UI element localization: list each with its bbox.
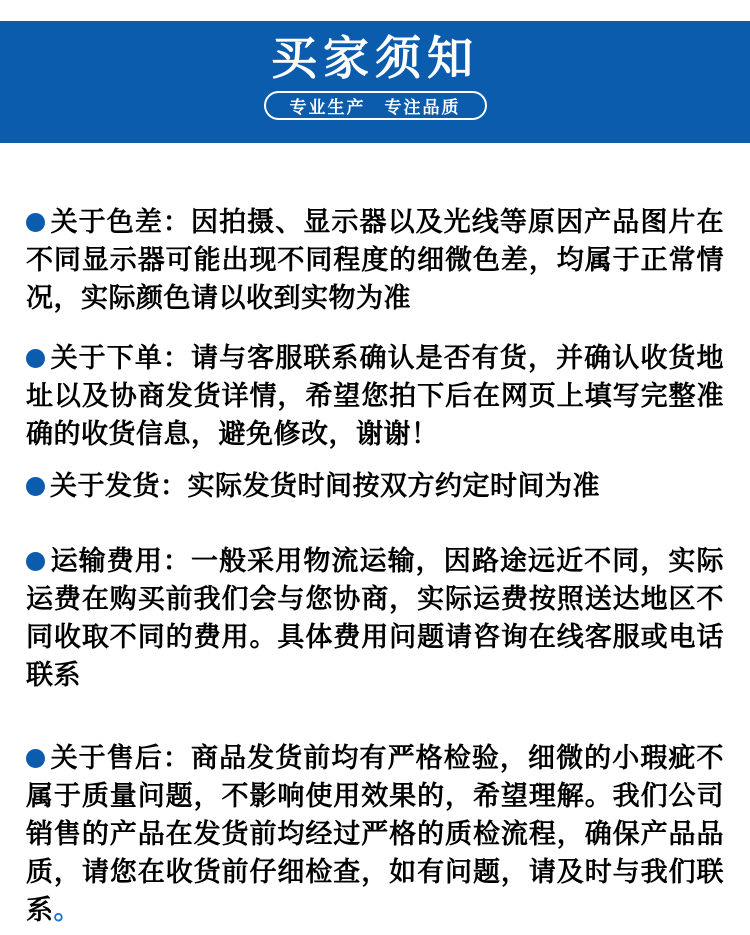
notice-text: 关于售后：商品发货前均有严格检验，细微的小瑕疵不属于质量问题，不影响使用效果的，希望理解。我们公司销售的产品在发货前均经过严格的质检流程，确保产品品质，请您在收货前仔细检查，如有问题，请及时与我们联系	[26, 743, 724, 925]
trailing-period: 。	[53, 895, 81, 925]
notice-text: 关于色差：因拍摄、显示器以及光线等原因产品图片在不同显示器可能出现不同程度的细微色差，均属于正常情况，实际颜色请以收到实物为准	[26, 207, 724, 313]
bullet-icon	[26, 477, 45, 496]
slogan-badge	[264, 91, 487, 120]
notice-color-difference	[26, 203, 724, 317]
notice-text: 关于发货：实际发货时间按双方约定时间为准	[50, 471, 600, 501]
bullet-icon	[26, 213, 45, 232]
notice-shipping	[26, 467, 724, 505]
notice-freight-cost	[26, 542, 724, 694]
bullet-icon	[26, 552, 45, 571]
bullet-icon	[26, 749, 45, 768]
notice-after-sales	[26, 739, 724, 929]
notice-list	[0, 143, 750, 929]
page-title: 买家须知	[271, 32, 479, 84]
notice-text: 运输费用：一般采用物流运输，因路途远近不同，实际运费在购买前我们会与您协商，实际运费按照送达地区不同收取不同的费用。具体费用问题请咨询在线客服或电话联系	[26, 546, 724, 690]
bullet-icon	[26, 349, 45, 368]
slogan-badge-label: 专业生产 专注品质	[289, 98, 461, 117]
header-banner	[0, 21, 750, 143]
notice-text: 关于下单：请与客服联系确认是否有货，并确认收货地址以及协商发货详情，希望您拍下后在网页上填写完整准确的收货信息，避免修改，谢谢！	[26, 343, 724, 449]
notice-ordering	[26, 339, 724, 453]
